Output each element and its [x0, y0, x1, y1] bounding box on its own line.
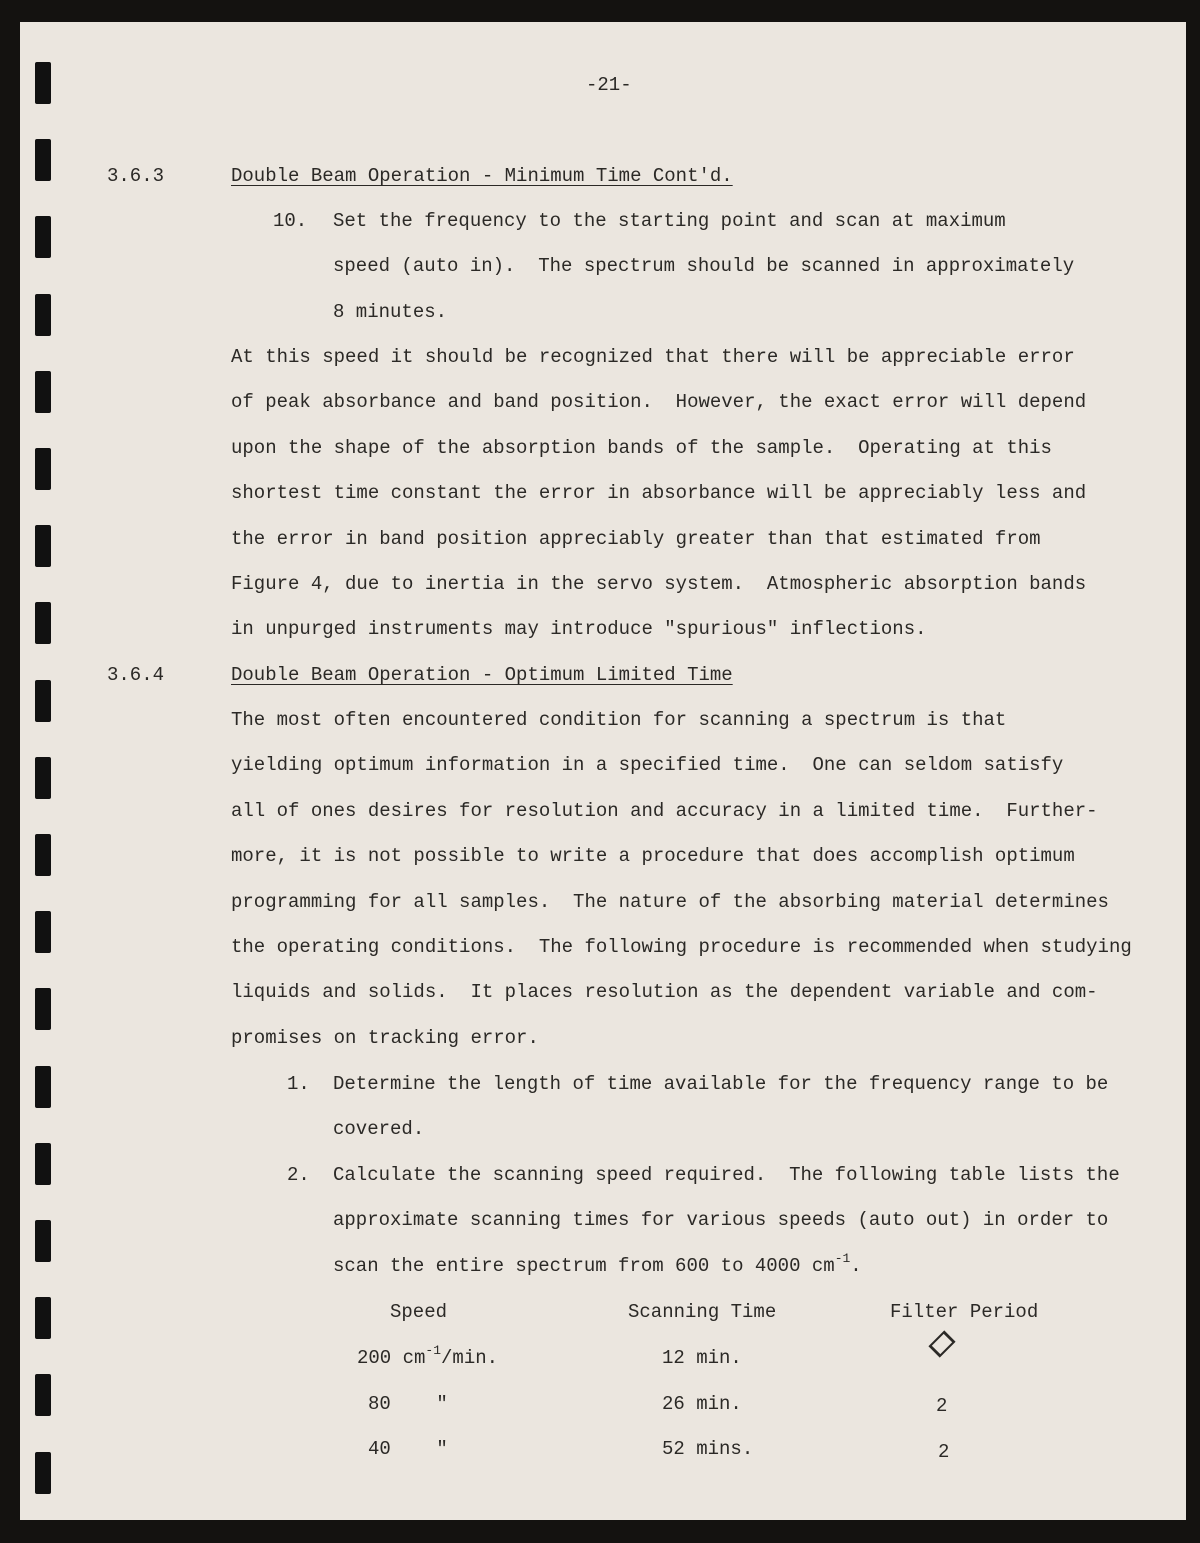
- section-number: 3.6.3: [107, 165, 165, 187]
- superscript: -1: [834, 1250, 851, 1266]
- table-cell-filter: 2: [936, 1395, 948, 1417]
- text-line: covered.: [333, 1118, 425, 1141]
- text-line: yielding optimum information in a specified time. One can seldom satisfy: [231, 754, 1064, 777]
- text-line: in unpurged instruments may introduce "spurious" inflections.: [231, 618, 927, 641]
- binder-hole: [35, 371, 51, 413]
- binder-hole: [35, 525, 51, 567]
- text-line: programming for all samples. The nature of the absorbing material determines: [231, 890, 1109, 913]
- binder-hole: [35, 1297, 51, 1339]
- table-cell-filter: 2: [938, 1441, 950, 1463]
- text-line: The most often encountered condition for scanning a spectrum is that: [231, 709, 1007, 731]
- table-cell-time: 26 min.: [662, 1393, 742, 1415]
- section-heading: Double Beam Operation - Optimum Limited Time: [231, 664, 733, 686]
- text-line: upon the shape of the absorption bands of the sample. Operating at this: [231, 436, 1052, 459]
- list-number: 2.: [287, 1164, 310, 1186]
- binder-hole: [35, 448, 51, 490]
- binder-hole: [35, 988, 51, 1030]
- text-line: [333, 1244, 1120, 1289]
- list-item-text: [333, 1153, 1120, 1289]
- text: /min.: [441, 1347, 499, 1369]
- binder-hole: [35, 62, 51, 104]
- text: .: [850, 1254, 862, 1277]
- text-line: all of ones desires for resolution and accuracy in a limited time. Further-: [231, 799, 1098, 822]
- text-line: Figure 4, due to inertia in the servo system. Atmospheric absorption bands: [231, 573, 1087, 596]
- binder-hole: [35, 1374, 51, 1416]
- list-number: 10.: [273, 210, 308, 232]
- binder-hole: [35, 1066, 51, 1108]
- binder-hole: [35, 834, 51, 876]
- paragraph: [231, 698, 1132, 1061]
- text-line: Calculate the scanning speed required. The following table lists the: [333, 1164, 1120, 1186]
- binder-hole: [35, 911, 51, 953]
- list-item-text: [333, 199, 1074, 335]
- table-cell-time: 12 min.: [662, 1347, 742, 1369]
- table-cell-speed: [357, 1336, 498, 1381]
- table-cell-speed: 40 ": [368, 1438, 448, 1460]
- text: scan the entire spectrum from 600 to 4000 cm: [333, 1254, 835, 1277]
- table-cell-time: 52 mins.: [662, 1438, 754, 1460]
- page-number: -21-: [586, 74, 632, 96]
- binder-hole: [35, 139, 51, 181]
- table-header: Filter Period: [890, 1301, 1039, 1323]
- paragraph: [231, 335, 1086, 653]
- text-line: Set the frequency to the starting point and scan at maximum: [333, 210, 1006, 232]
- section-number: 3.6.4: [107, 664, 165, 686]
- binder-hole: [35, 680, 51, 722]
- text-line: At this speed it should be recognized that there will be appreciable error: [231, 346, 1075, 368]
- text-line: the error in band position appreciably greater than that estimated from: [231, 527, 1041, 550]
- table-header: Scanning Time: [628, 1301, 777, 1323]
- list-item-text: [333, 1062, 1108, 1153]
- text-line: approximate scanning times for various speeds (auto out) in order to: [333, 1209, 1109, 1232]
- text-line: Determine the length of time available for the frequency range to be: [333, 1073, 1109, 1095]
- binder-hole: [35, 602, 51, 644]
- text-line: liquids and solids. It places resolution as the dependent variable and com-: [231, 981, 1098, 1004]
- text-line: the operating conditions. The following procedure is recommended when studying: [231, 936, 1132, 959]
- superscript: -1: [425, 1343, 442, 1358]
- text-line: of peak absorbance and band position. However, the exact error will depend: [231, 391, 1087, 414]
- binder-hole: [35, 757, 51, 799]
- text-line: more, it is not possible to write a procedure that does accomplish optimum: [231, 845, 1075, 868]
- binder-hole: [35, 1143, 51, 1185]
- binder-hole: [35, 1220, 51, 1262]
- table-cell-filter: [930, 1336, 950, 1352]
- binder-hole: [35, 1452, 51, 1494]
- binder-hole: [35, 216, 51, 258]
- section-heading: Double Beam Operation - Minimum Time Cont'd.: [231, 165, 733, 187]
- text-line: 8 minutes.: [333, 300, 448, 323]
- text-line: promises on tracking error.: [231, 1026, 539, 1049]
- binder-hole: [35, 294, 51, 336]
- table-header: Speed: [390, 1301, 448, 1323]
- text-line: speed (auto in). The spectrum should be scanned in approximately: [333, 255, 1075, 278]
- text: 200 cm: [357, 1347, 426, 1369]
- list-number: 1.: [287, 1073, 310, 1095]
- text-line: shortest time constant the error in absorbance will be appreciably less and: [231, 482, 1087, 505]
- table-cell-speed: 80 ": [368, 1393, 448, 1415]
